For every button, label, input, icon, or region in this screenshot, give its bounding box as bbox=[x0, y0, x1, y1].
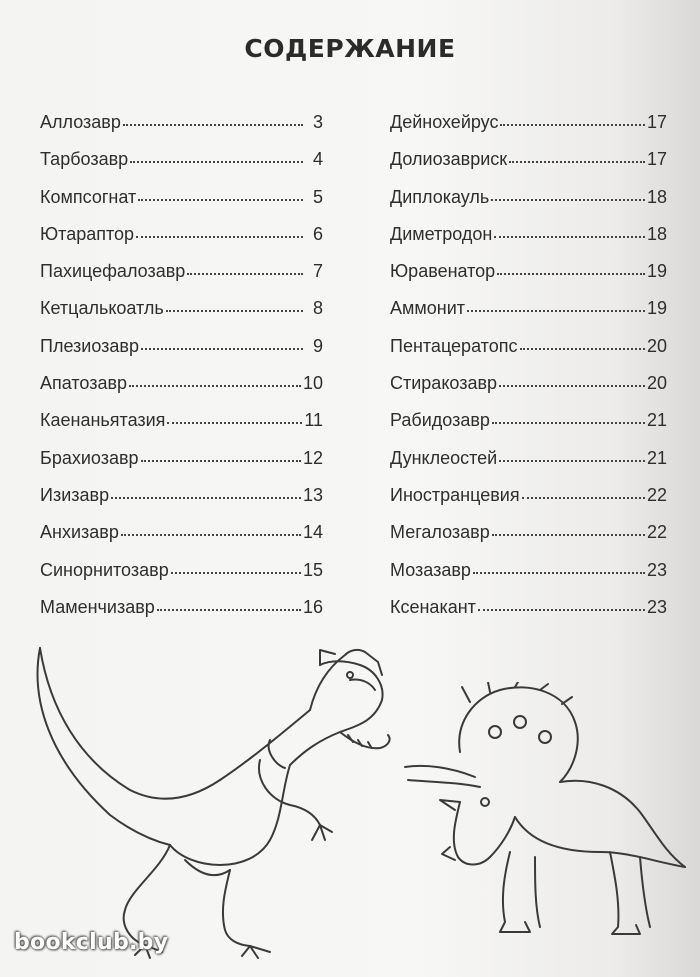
toc-entry-page: 4 bbox=[312, 149, 323, 170]
toc-entry-title: Каенаньятазия bbox=[40, 410, 166, 431]
toc-entry-page: 23 bbox=[646, 596, 667, 617]
toc-entry bbox=[390, 410, 667, 447]
toc-dot-leader bbox=[478, 608, 645, 611]
page-title: СОДЕРЖАНИЕ bbox=[244, 34, 456, 63]
toc-dot-leader bbox=[467, 309, 645, 312]
allosaurus-drawing-icon bbox=[20, 640, 400, 960]
toc-entry-title: Апатозавр bbox=[40, 373, 128, 394]
toc-entry-page: 23 bbox=[646, 559, 667, 580]
toc-entry-page: 15 bbox=[302, 559, 323, 580]
toc-dot-leader bbox=[171, 571, 301, 574]
toc-entry-title: Кетцалькоатль bbox=[40, 298, 164, 319]
toc-dot-leader bbox=[130, 160, 303, 163]
toc-entry-page: 18 bbox=[646, 186, 667, 207]
toc-entry-title: Синорнитозавр bbox=[40, 559, 169, 580]
toc-entry-page: 21 bbox=[646, 410, 667, 431]
toc-entry-page: 16 bbox=[302, 596, 323, 617]
toc-entry-page: 18 bbox=[646, 223, 667, 244]
toc-entry-page: 7 bbox=[312, 261, 323, 282]
toc-dot-leader bbox=[497, 272, 645, 275]
toc-entry bbox=[390, 522, 667, 559]
toc-dot-leader bbox=[500, 123, 644, 126]
toc-entry-page: 17 bbox=[646, 149, 667, 170]
toc-entry bbox=[390, 224, 667, 261]
toc-dot-leader bbox=[136, 235, 303, 238]
toc-entry bbox=[40, 485, 323, 522]
toc-dot-leader bbox=[167, 421, 302, 424]
toc-entry-page: 20 bbox=[646, 373, 667, 394]
toc-entry-title: Анхизавр bbox=[40, 522, 119, 543]
toc-dot-leader bbox=[123, 123, 303, 126]
toc-dot-leader bbox=[157, 608, 301, 611]
toc-dot-leader bbox=[121, 533, 301, 536]
toc-entry-page: 6 bbox=[312, 223, 323, 244]
toc-dot-leader bbox=[111, 496, 301, 499]
watermark: bookclub.by bbox=[14, 930, 169, 955]
toc-entry bbox=[390, 187, 667, 224]
toc-column-left bbox=[40, 112, 323, 634]
toc-dot-leader bbox=[499, 459, 645, 462]
toc-dot-leader bbox=[141, 347, 303, 350]
toc-entry bbox=[390, 149, 667, 186]
toc-entry-page: 9 bbox=[312, 335, 323, 356]
toc-entry bbox=[40, 336, 323, 373]
toc-entry bbox=[390, 597, 667, 634]
toc-entry bbox=[40, 112, 323, 149]
toc-entry-page: 17 bbox=[646, 112, 667, 132]
toc-dot-leader bbox=[522, 496, 645, 499]
toc-entry-title: Ютараптор bbox=[40, 223, 135, 244]
toc-entry-title: Долиозавриск bbox=[390, 149, 508, 170]
toc-entry-title: Пентацератопс bbox=[390, 335, 518, 356]
toc-dot-leader bbox=[520, 347, 645, 350]
toc-dot-leader bbox=[166, 309, 303, 312]
toc-entry bbox=[40, 448, 323, 485]
toc-entry bbox=[40, 187, 323, 224]
toc-entry bbox=[40, 298, 323, 335]
toc-entry bbox=[40, 149, 323, 186]
toc-entry-title: Аммонит bbox=[390, 298, 466, 319]
toc-entry-title: Брахиозавр bbox=[40, 447, 139, 468]
toc-entry-title: Изизавр bbox=[40, 484, 110, 505]
toc-entry bbox=[40, 261, 323, 298]
toc-entry bbox=[40, 560, 323, 597]
toc-entry-title: Маменчизавр bbox=[40, 596, 155, 617]
toc-entry bbox=[40, 373, 323, 410]
toc-entry-page: 12 bbox=[302, 447, 323, 468]
toc-entry-title: Юравенатор bbox=[390, 261, 496, 282]
toc-entry bbox=[390, 560, 667, 597]
toc-dot-leader bbox=[494, 235, 645, 238]
toc-entry-title: Диплокауль bbox=[390, 186, 490, 207]
toc-entry-page: 8 bbox=[312, 298, 323, 319]
toc-entry-title: Диметродон bbox=[390, 223, 493, 244]
toc-entry bbox=[390, 373, 667, 410]
toc-dot-leader bbox=[141, 459, 301, 462]
toc-entry bbox=[390, 336, 667, 373]
toc-dot-leader bbox=[129, 384, 301, 387]
toc-dot-leader bbox=[499, 384, 645, 387]
toc-entry-title: Рабидозавр bbox=[390, 410, 490, 431]
toc-dot-leader bbox=[492, 421, 645, 424]
toc-entry-title: Мегалозавр bbox=[390, 522, 490, 543]
toc-entry-page: 22 bbox=[646, 484, 667, 505]
toc-entry-title: Дейнохейрус bbox=[390, 112, 499, 132]
toc-dot-leader bbox=[473, 571, 645, 574]
toc-entry-title: Мозазавр bbox=[390, 559, 471, 580]
toc-entry-page: 22 bbox=[646, 522, 667, 543]
toc-entry bbox=[390, 112, 667, 149]
toc-dot-leader bbox=[492, 533, 645, 536]
toc-entry bbox=[40, 522, 323, 559]
toc-entry-page: 11 bbox=[304, 410, 323, 431]
toc-entry-title: Дунклеостей bbox=[390, 447, 498, 468]
toc-entry bbox=[390, 261, 667, 298]
toc-entry-page: 19 bbox=[646, 261, 667, 282]
toc-entry-page: 3 bbox=[312, 112, 323, 132]
toc-entry-page: 13 bbox=[302, 484, 323, 505]
toc-entry-page: 21 bbox=[646, 447, 667, 468]
toc-dot-leader bbox=[138, 198, 303, 201]
toc-entry bbox=[390, 448, 667, 485]
toc-entry bbox=[40, 224, 323, 261]
toc-entry-title: Плезиозавр bbox=[40, 335, 140, 356]
toc-entry bbox=[40, 410, 323, 447]
toc-column-right bbox=[390, 112, 667, 634]
toc-entry-page: 14 bbox=[302, 522, 323, 543]
toc-dot-leader bbox=[491, 198, 645, 201]
pentaceratops-drawing-icon bbox=[400, 682, 690, 942]
toc-entry-title: Компсогнат bbox=[40, 186, 137, 207]
toc-entry-title: Аллозавр bbox=[40, 112, 121, 132]
toc-entry-page: 5 bbox=[312, 186, 323, 207]
toc-entry-page: 19 bbox=[646, 298, 667, 319]
toc-dot-leader bbox=[509, 160, 645, 163]
toc-entry-page: 20 bbox=[646, 335, 667, 356]
toc-entry-title: Пахицефалозавр bbox=[40, 261, 186, 282]
toc-entry-title: Тарбозавр bbox=[40, 149, 129, 170]
toc-entry bbox=[390, 298, 667, 335]
toc-entry bbox=[390, 485, 667, 522]
toc-dot-leader bbox=[187, 272, 303, 275]
toc-entry bbox=[40, 597, 323, 634]
toc-entry-title: Иностранцевия bbox=[390, 484, 520, 505]
toc-entry-title: Ксенакант bbox=[390, 596, 476, 617]
toc-entry-title: Стиракозавр bbox=[390, 373, 498, 394]
toc-entry-page: 10 bbox=[302, 373, 323, 394]
